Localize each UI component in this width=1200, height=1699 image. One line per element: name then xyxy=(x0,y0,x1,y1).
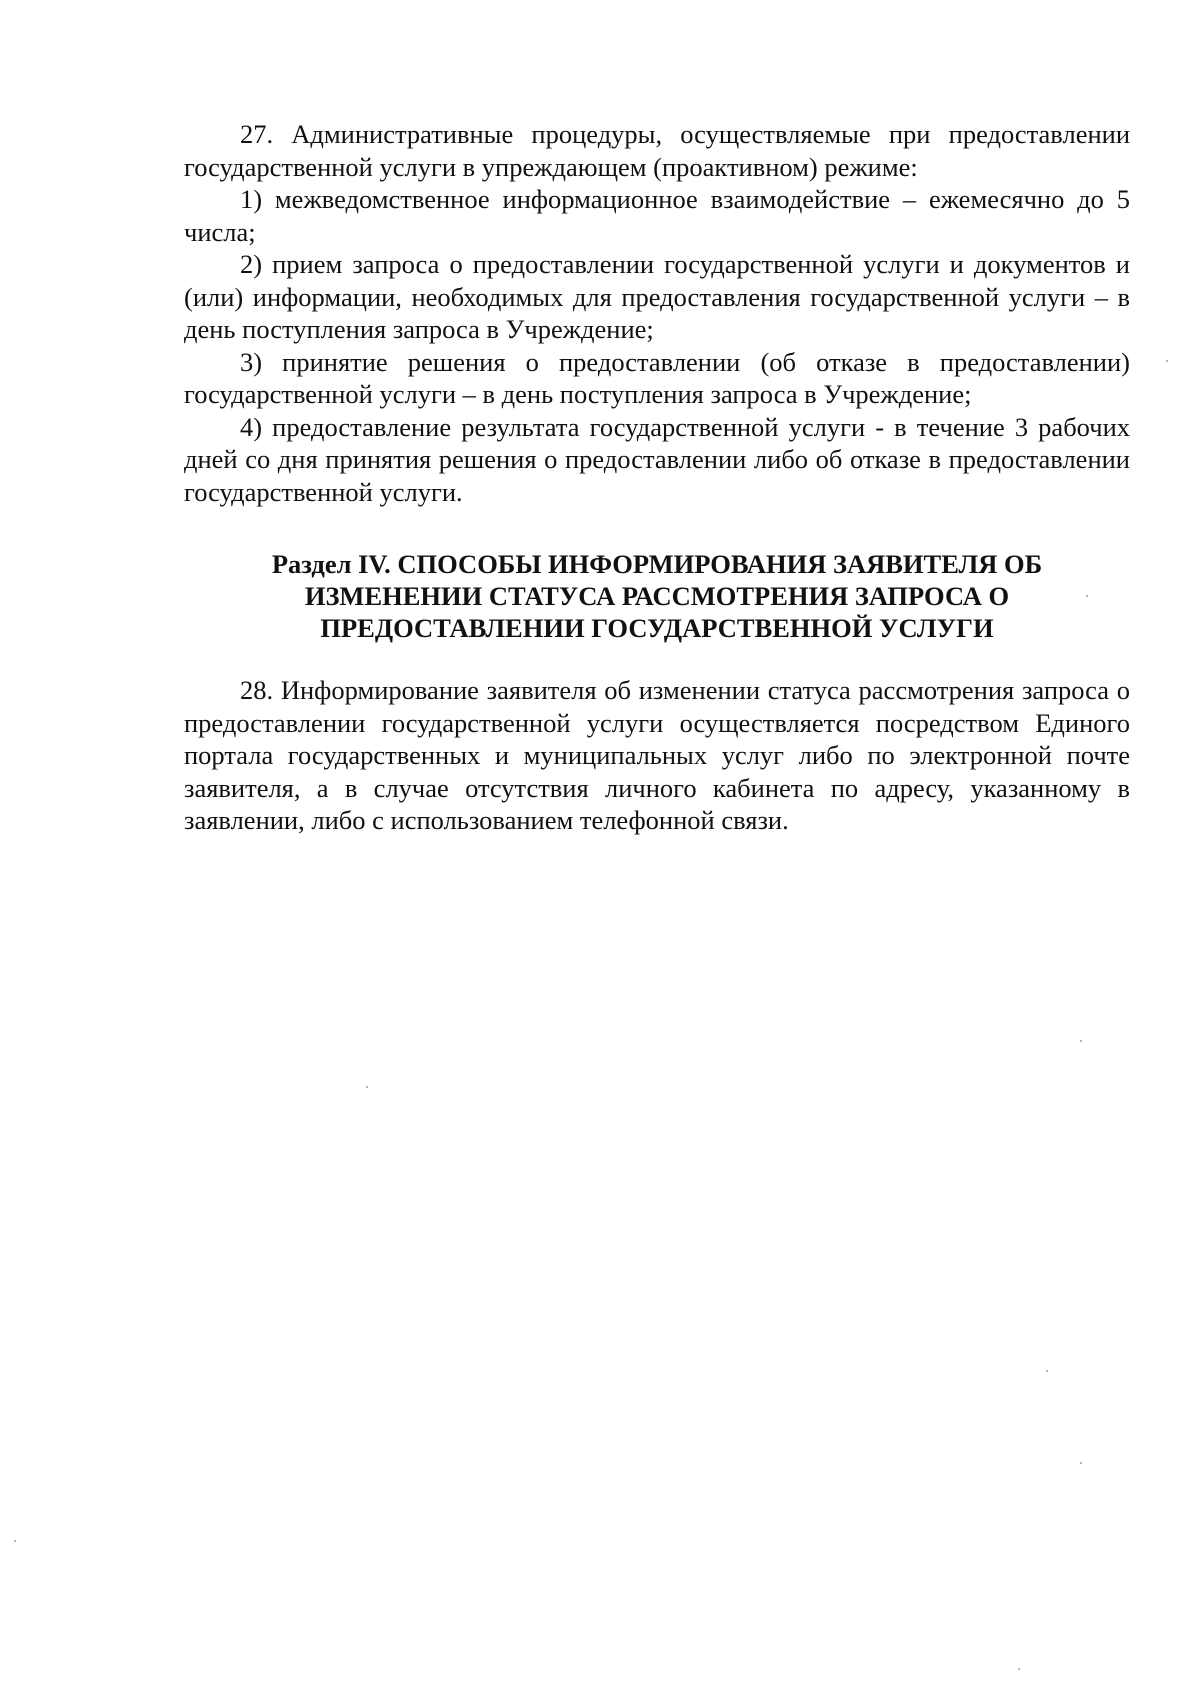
section-heading-line-3: ПРЕДОСТАВЛЕНИИ ГОСУДАРСТВЕННОЙ УСЛУГИ xyxy=(320,613,994,643)
scan-speck xyxy=(1086,595,1088,597)
scan-speck xyxy=(1046,1370,1048,1372)
section-heading-line-2: ИЗМЕНЕНИИ СТАТУСА РАССМОТРЕНИЯ ЗАПРОСА О xyxy=(304,581,1010,611)
paragraph-27-item-2: 2) прием запроса о предоставлении государственной услуги и документов и (или) информации, необходимых для предоставления государственной услуги – в день поступления запроса в Учреждение; xyxy=(184,249,1130,344)
scan-speck xyxy=(14,1540,16,1542)
scan-speck xyxy=(1080,1462,1082,1464)
scan-speck xyxy=(1018,1668,1020,1670)
document-body xyxy=(184,118,1130,837)
paragraph-27-item-4: 4) предоставление результата государственной услуги - в течение 3 рабочих дней со дня принятия решения о предоставлении либо об отказе в предоставлении государственной услуги. xyxy=(184,411,1130,507)
spacer xyxy=(184,644,1130,674)
paragraph-27-item-3: 3) принятие решения о предоставлении (об отказе в предоставлении) государственной услуги – в день поступления запроса в Учреждение; xyxy=(184,346,1130,409)
paragraph-28: 28. Информирование заявителя об изменении статуса рассмотрения запроса о предоставлении государственной услуги осуществляется посредством Единого портала государственных и муниципальных услуг либо по электронной почте заявителя, а в случае отсутствия личного кабинета по адресу, указанному в заявлении, либо с использованием телефонной связи. xyxy=(184,675,1130,835)
scan-speck xyxy=(1166,360,1168,362)
scan-speck xyxy=(1080,1040,1082,1042)
paragraph-27-item-1: 1) межведомственное информационное взаимодействие – ежемесячно до 5 числа; xyxy=(184,184,1130,247)
section-heading-line-1: Раздел IV. СПОСОБЫ ИНФОРМИРОВАНИЯ ЗАЯВИТЕЛЯ ОБ xyxy=(271,549,1043,579)
section-heading xyxy=(184,548,1130,644)
scan-speck xyxy=(366,1086,368,1088)
paragraph-27: 27. Административные процедуры, осуществляемые при предоставлении государственной услуги в упреждающем (проактивном) режиме: xyxy=(184,119,1130,182)
